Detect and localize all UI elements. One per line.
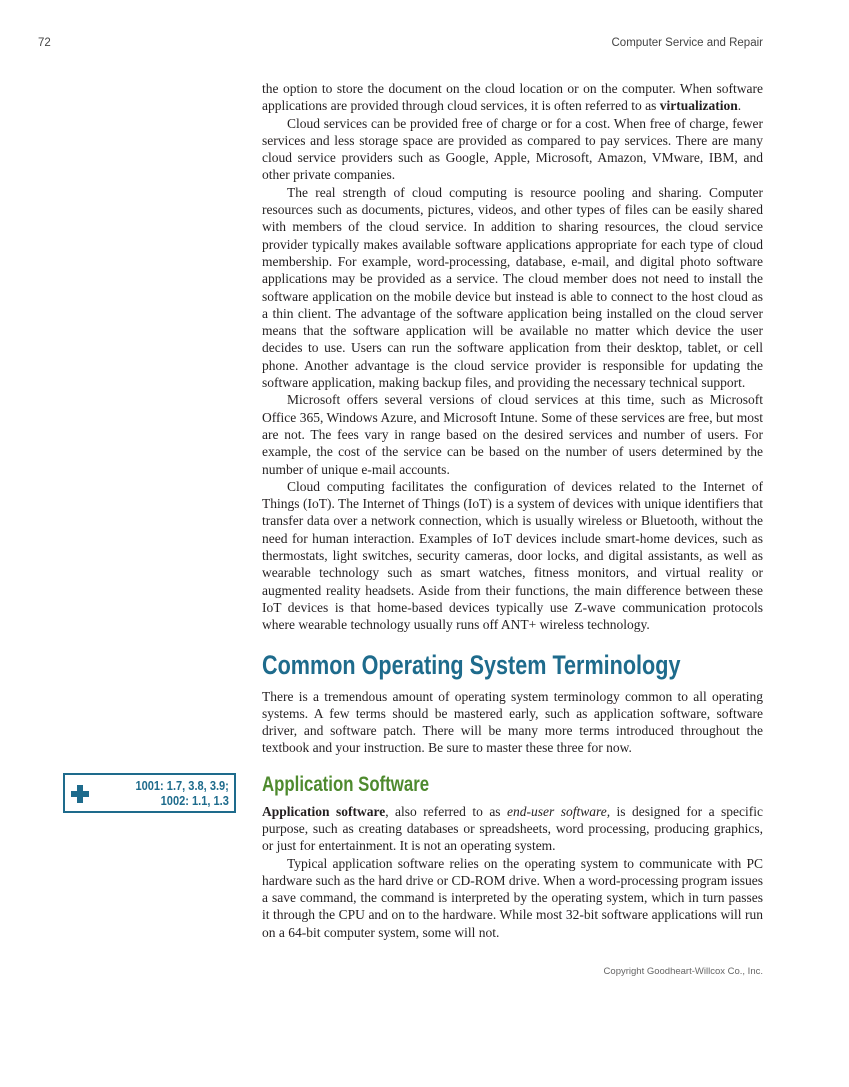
text-run: Microsoft offers several versions of cloud services at this time, such as Microsoft Office 365, Windows Azure, and Microsoft Intune. Some of these services are free, but most are not. The fees vary in range based on the desired services and number of users. For example, the cost of the service can be based on the number of users determined by the number of unique e-mail accounts. (262, 392, 763, 477)
running-title: Computer Service and Repair (611, 37, 763, 49)
text-run: . (737, 98, 742, 114)
text-run: , also referred to as (385, 803, 508, 819)
subsection-header (135, 757, 763, 809)
text-run: Cloud computing facilitates the configuration of devices related to the Internet of Things (IoT). The Internet of Things (IoT) is a system of devices with unique identifiers that transfer data over a network connection, which is usually wireless or Bluetooth, without the need for human interaction. Examples of IoT devices include smart-home devices, such as thermostats, light switches, security cameras, door locks, and digital assistants, as well as wearable technology such as smart watches, fitness monitors, and virtual reality or augmented reality headsets. Aside from their functions, the main difference between these IoT devices is that home-based devices typically use Z-wave communication protocols where wearable technology usually runs off ANT+ wireless technology. (262, 478, 763, 633)
objectives-line-2: 1002: 1.1, 1.3 (160, 793, 229, 809)
key-term: Application software (262, 803, 386, 819)
paragraph (262, 688, 763, 757)
body-text-intro (262, 80, 763, 634)
text-run: There is a tremendous amount of operating system terminology common to all operating systems. A few terms should be mastered early, such as application software, software driver, and software patch. There will be many more terms introduced throughout the textbook and your instruction. Be sure to master these three for now. (262, 688, 763, 756)
text-run: is designed for a specific purpose, such as creating databases or spreadsheets, word processing, producing graphics, or just for entertainment. It is not an operating system. (262, 803, 764, 854)
text-run: Cloud services can be provided free of charge or for a cost. When free of charge, fewer services and less storage space are provided as compared to pay services. There are many cloud service providers such as Google, Apple, Microsoft, Amazon, VMware, IBM, and other private companies. (262, 115, 763, 183)
section-heading: Common Operating System Terminology (262, 649, 681, 680)
paragraph (262, 803, 763, 855)
text-run: The real strength of cloud computing is resource pooling and sharing. Computer resources such as documents, pictures, videos, and other types of files can be easily shared with members of the cloud service. In addition to sharing resources, the cloud service provider typically makes available software applications appropriate for each type of cloud membership. For example, word-processing, database, e-mail, and digital photo software applications may be provided as a service. The cloud member does not need to install the software application on the mobile device but instead is able to connect to the host cloud as a thin client. The advantage of the software application being installed on the cloud server means that the software application will be available no matter which device the user decides to use. Users can run the software application from their desktop, tablet, or cell phone. Another advantage is the cloud service provider is responsible for updating the software application, making backup files, and providing the necessary technical support. (262, 184, 763, 391)
paragraph (262, 80, 763, 115)
body-text-terminology (262, 688, 763, 757)
paragraph (262, 391, 763, 477)
page-number: 72 (38, 37, 51, 49)
paragraph (262, 478, 763, 634)
cross-plus-icon (70, 784, 90, 804)
body-text-application-software (262, 803, 763, 941)
copyright-footer: Copyright Goodheart-Willcox Co., Inc. (603, 966, 763, 977)
text-run: Typical application software relies on the operating system to communicate with PC hardware such as the hard drive or CD-ROM drive. When a word-processing program issues a save command, the command is interpreted by the operating system, which in turn passes it through the CPU and on to the hardware. While most 32-bit software applications will run on a 64-bit computer system, some will not. (262, 855, 763, 940)
objectives-box (63, 773, 236, 813)
text-run: the option to store the document on the cloud location or on the computer. When software applications are provided through cloud services, it is often referred to as (262, 81, 763, 114)
objectives-line-1: 1001: 1.7, 3.8, 3.9; (135, 777, 229, 793)
main-column (135, 0, 764, 1007)
paragraph (262, 855, 763, 941)
paragraph (262, 115, 763, 184)
key-term: virtualization (659, 98, 738, 114)
spacer (262, 941, 763, 966)
emphasis-text: end-user software, (507, 803, 611, 819)
paragraph (262, 184, 763, 392)
subsection-heading: Application Software (262, 772, 430, 796)
